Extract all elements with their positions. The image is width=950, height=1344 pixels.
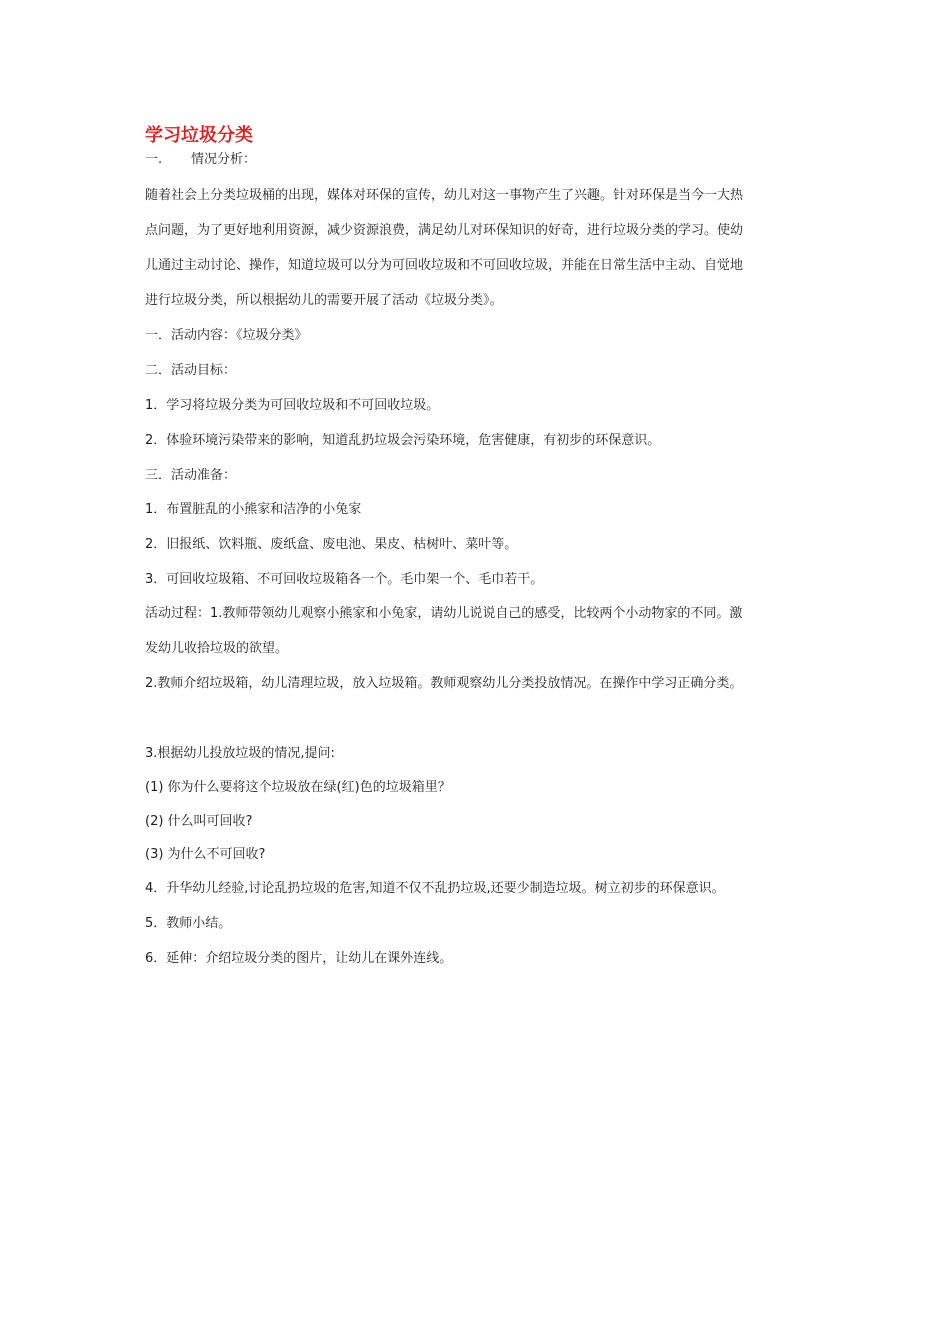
goal-item: 2．体验环境污染带来的影响，知道乱扔垃圾会污染环境，危害健康，有初步的环保意识。 bbox=[145, 433, 661, 448]
activity-content-heading: 一．活动内容：《垃圾分类》 bbox=[145, 328, 308, 343]
question-item: (2) 什么叫可回收? bbox=[145, 814, 253, 829]
section-number: 一. bbox=[145, 152, 163, 167]
question-item: (1) 你为什么要将这个垃圾放在绿(红)色的垃圾箱里？ bbox=[145, 780, 451, 795]
intro-line: 进行垃圾分类，所以根据幼儿的需要开展了活动《垃圾分类》。 bbox=[145, 293, 503, 308]
question-item: (3) 为什么不可回收? bbox=[145, 847, 266, 862]
activity-prep-heading: 三．活动准备： bbox=[145, 468, 237, 483]
document-title: 学习垃圾分类 bbox=[145, 125, 253, 146]
question-intro: 3.根据幼儿投放垃圾的情况,提问: bbox=[145, 746, 335, 761]
process-line: 发幼儿收拾垃圾的欲望。 bbox=[145, 641, 289, 656]
process-line: 2.教师介绍垃圾箱，幼儿清理垃圾，放入垃圾箱。教师观察幼儿分类投放情况。在操作中学习正确分类。 bbox=[145, 676, 743, 691]
process-step: 6．延伸：介绍垃圾分类的图片，让幼儿在课外连线。 bbox=[145, 951, 453, 966]
process-step: 4．升华幼儿经验,讨论乱扔垃圾的危害,知道不仅不乱扔垃圾,还要少制造垃圾。树立初步的环保意识。 bbox=[145, 881, 725, 896]
intro-line: 随着社会上分类垃圾桶的出现，媒体对环保的宣传，幼儿对这一事物产生了兴趣。针对环保是当今一大热 bbox=[145, 188, 744, 203]
section-label: 情况分析： bbox=[191, 152, 257, 167]
activity-goals-heading: 二．活动目标： bbox=[145, 363, 237, 378]
process-line: 活动过程：1.教师带领幼儿观察小熊家和小兔家，请幼儿说说自己的感受，比较两个小动物家的不同。激 bbox=[145, 606, 743, 621]
prep-item: 2．旧报纸、饮料瓶、废纸盒、废电池、果皮、枯树叶、菜叶等。 bbox=[145, 537, 518, 552]
prep-item: 1．布置脏乱的小熊家和洁净的小兔家 bbox=[145, 502, 362, 517]
goal-item: 1．学习将垃圾分类为可回收垃圾和不可回收垃圾。 bbox=[145, 398, 440, 413]
process-step: 5．教师小结。 bbox=[145, 916, 232, 931]
intro-line: 儿通过主动讨论、操作，知道垃圾可以分为可回收垃圾和不可回收垃圾，并能在日常生活中主动、自觉地 bbox=[145, 258, 744, 273]
prep-item: 3．可回收垃圾箱、不可回收垃圾箱各一个。毛巾架一个、毛巾若干。 bbox=[145, 572, 544, 587]
section-heading-situation bbox=[145, 150, 256, 170]
intro-line: 点问题，为了更好地利用资源，减少资源浪费，满足幼儿对环保知识的好奇，进行垃圾分类的学习。使幼 bbox=[145, 223, 744, 238]
